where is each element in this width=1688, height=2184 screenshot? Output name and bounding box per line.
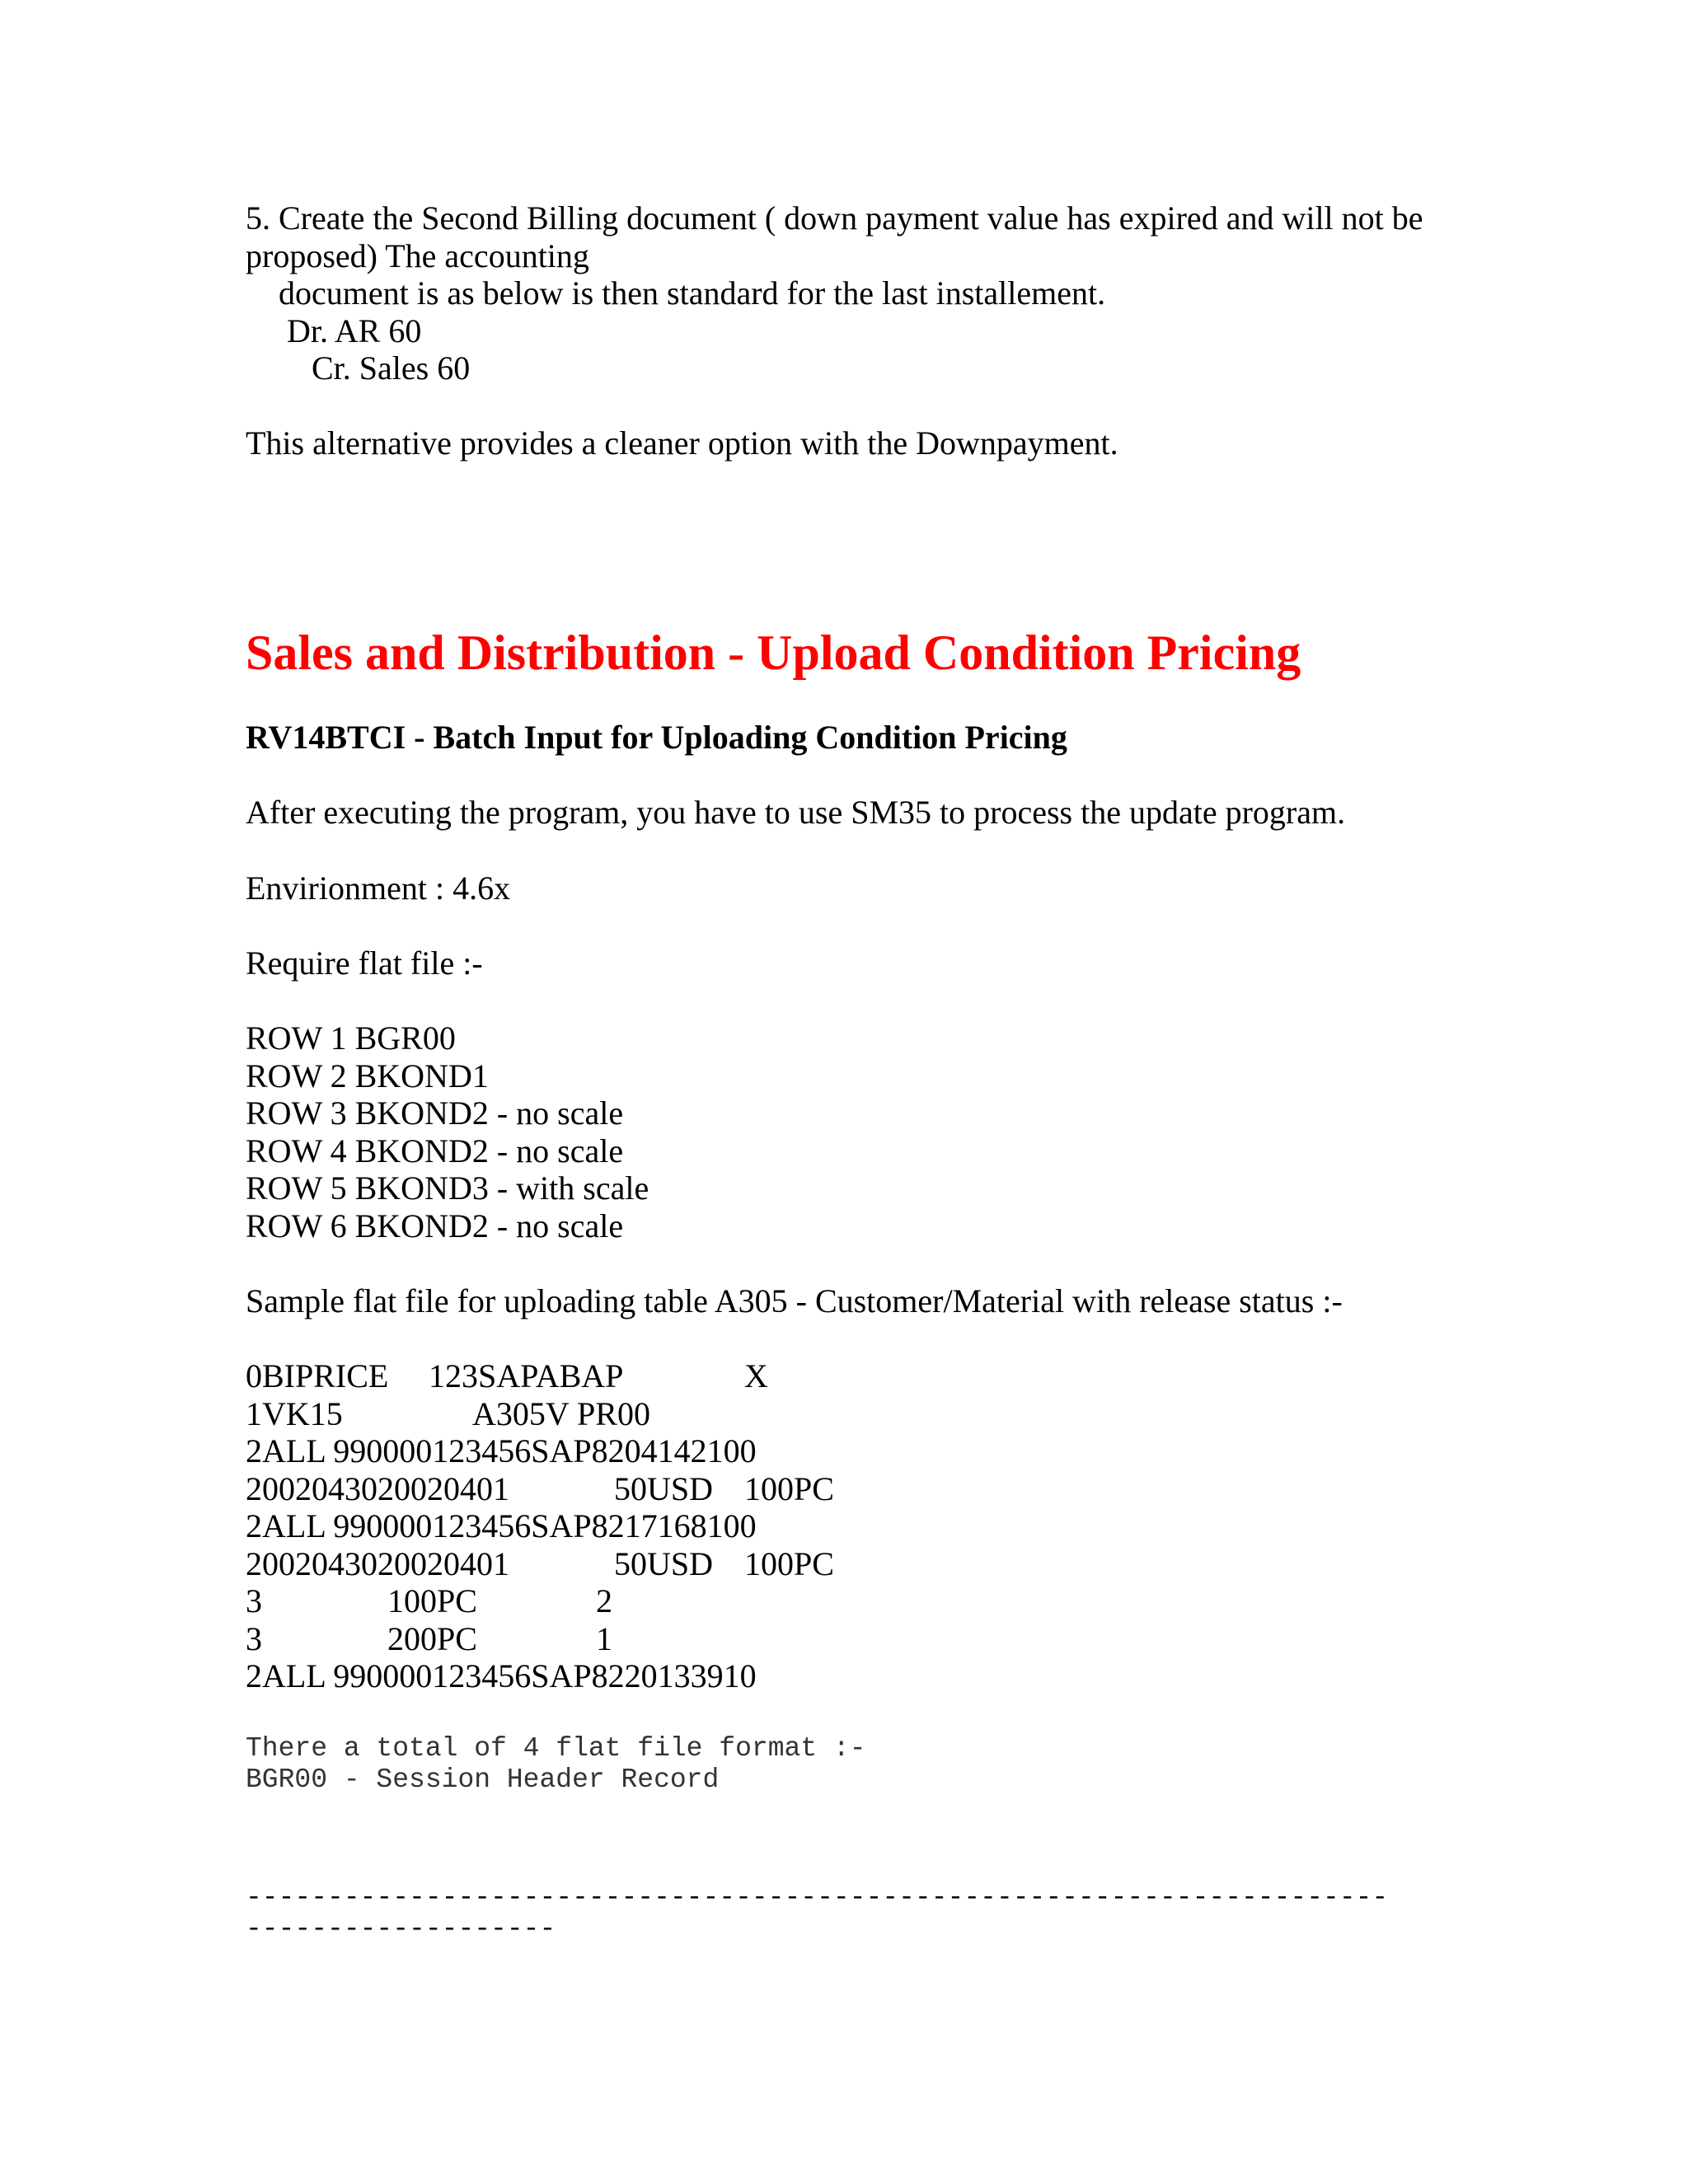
sample-field: A305V PR00 (472, 1395, 650, 1432)
section-heading: Sales and Distribution - Upload Condition Pricing (246, 626, 1301, 680)
step5-line-3: document is as below is then standard for the last installement. (279, 274, 1106, 312)
sample-field: 2 (596, 1582, 612, 1619)
sample-line-4 (246, 1470, 1400, 1511)
sample-field: 3 (246, 1582, 262, 1619)
sample-field: 50USD (614, 1545, 714, 1582)
separator-line-1: ---------------------------------------------------------------------- (246, 1882, 1389, 1913)
sample-field: 2ALL 990000123456SAP8204142100 (246, 1432, 757, 1469)
row-item-4: ROW 4 BKOND2 - no scale (246, 1132, 624, 1169)
sample-field: 2ALL 990000123456SAP8217168100 (246, 1507, 757, 1544)
sample-line-7 (246, 1582, 1400, 1623)
sample-line-5 (246, 1507, 1400, 1548)
row-item-1: ROW 1 BGR00 (246, 1019, 456, 1057)
program-subtitle: RV14BTCI - Batch Input for Uploading Condition Pricing (246, 719, 1067, 756)
sample-field: 50USD (614, 1470, 714, 1507)
separator-line-2: ------------------- (246, 1914, 556, 1944)
sample-field: X (744, 1357, 768, 1394)
debit-entry: Dr. AR 60 (287, 312, 422, 349)
alternative-note: This alternative provides a cleaner option with the Downpayment. (246, 424, 1118, 462)
flat-file-intro: Require flat file :- (246, 944, 483, 982)
sample-field: 100PC (744, 1470, 834, 1507)
sample-field: 100PC (387, 1582, 477, 1619)
row-item-6: ROW 6 BKOND2 - no scale (246, 1207, 624, 1244)
sample-line-2 (246, 1395, 1400, 1436)
sample-title: Sample flat file for uploading table A305 - Customer/Material with release status :- (246, 1282, 1343, 1319)
sample-field: 2002043020020401 (246, 1470, 509, 1507)
sample-field: 200PC (387, 1620, 477, 1657)
program-instruction: After executing the program, you have to use SM35 to process the update program. (246, 794, 1346, 831)
step5-line-2: proposed) The accounting (246, 237, 589, 274)
sample-line-6 (246, 1545, 1400, 1586)
format-bgr00-line: BGR00 - Session Header Record (246, 1765, 720, 1795)
sample-field: 3 (246, 1620, 262, 1657)
sample-field: 2002043020020401 (246, 1545, 509, 1582)
row-item-2: ROW 2 BKOND1 (246, 1057, 489, 1094)
format-total-line: There a total of 4 flat file format :- (246, 1733, 866, 1764)
sample-field: 1 (596, 1620, 612, 1657)
sample-field: 1VK15 (246, 1395, 343, 1432)
sample-line-3 (246, 1432, 1400, 1473)
step5-line-1: 5. Create the Second Billing document ( down payment value has expired and will not be (246, 199, 1423, 237)
sample-line-9 (246, 1657, 1400, 1698)
sample-field: 0BIPRICE (246, 1357, 389, 1394)
sample-field: 100PC (744, 1545, 834, 1582)
sample-field: 2ALL 990000123456SAP8220133910 (246, 1657, 757, 1694)
sample-line-1 (246, 1357, 1400, 1398)
row-item-5: ROW 5 BKOND3 - with scale (246, 1169, 649, 1207)
row-item-3: ROW 3 BKOND2 - no scale (246, 1094, 624, 1132)
sample-field: 123SAPABAP (429, 1357, 624, 1394)
credit-entry: Cr. Sales 60 (312, 349, 471, 387)
sample-line-8 (246, 1620, 1400, 1661)
environment-line: Envirionment : 4.6x (246, 869, 511, 907)
